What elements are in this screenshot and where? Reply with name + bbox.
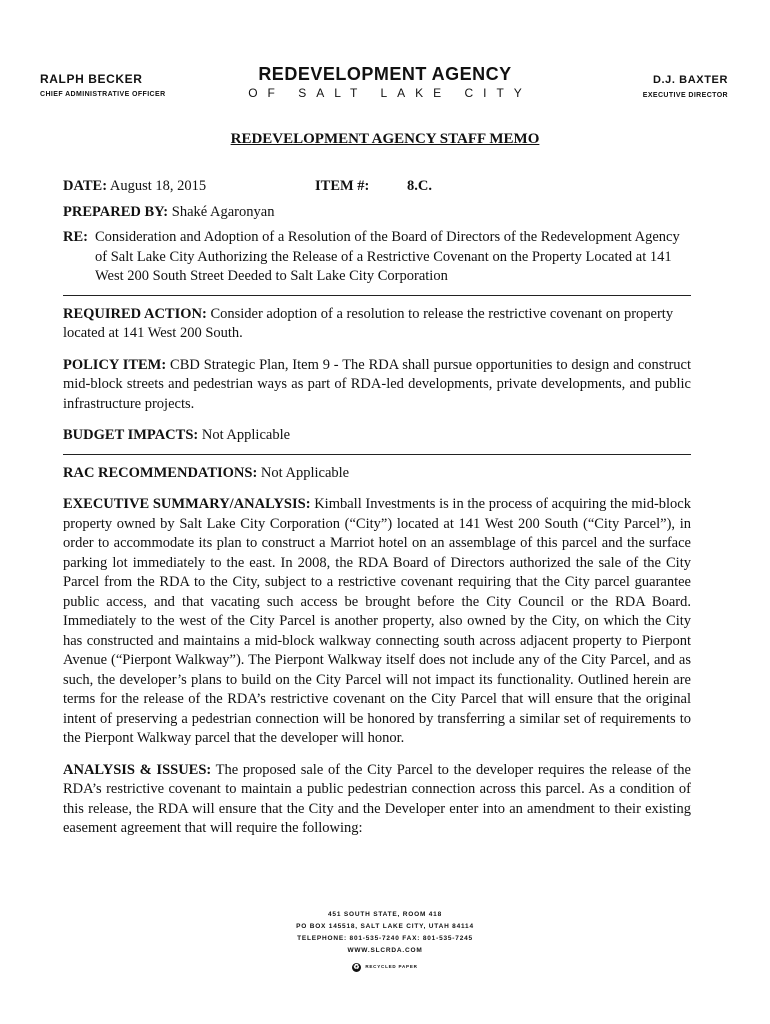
header-right [643,74,728,99]
agency-city: OF SALT LAKE CITY [248,86,532,100]
item-label: ITEM #: [315,178,370,194]
memo-title: REDEVELOPMENT AGENCY STAFF MEMO [230,131,540,147]
agency-name: REDEVELOPMENT AGENCY [258,64,512,84]
re-label: RE: [63,229,88,245]
prepared-by-label: PREPARED BY: [63,203,169,220]
footer-website: WWW.SLCRDA.COM [347,947,423,954]
director-title: EXECUTIVE DIRECTOR [642,92,728,99]
required-action-value: Consider adoption of a resolution to release the restrictive covenant on property located at 141 West 200 South. [63,305,674,341]
re-section [63,228,691,287]
analysis-issues [63,761,691,839]
date-field [63,177,315,197]
rac-recommendations-value: Not Applicable [260,464,350,481]
recycle-icon: ♻ [353,963,361,971]
recycled-paper-mark [352,961,417,973]
executive-summary [63,495,691,749]
policy-item-value: CBD Strategic Plan, Item 9 - The RDA shall pursue opportunities to design and construct mid-block streets and pedestrian ways as part of RDA-led developments, private developments, and public infrastructure projects. [63,356,692,412]
prepared-by-value: Shaké Agaronyan [171,203,275,220]
policy-item-label: POLICY ITEM: [63,356,167,373]
budget-impacts [63,426,691,446]
header-left [40,72,166,98]
required-action [63,305,691,344]
date-label: DATE: [63,178,108,194]
officer-name: RALPH BECKER [40,72,143,86]
divider [63,295,691,296]
re-value: Consideration and Adoption of a Resolution of the Board of Directors of the Redevelopment Agency of Salt Lake City Authorizing the Release of a Restrictive Covenant on the Property Located at 141 West 200 South Street Deeded to Salt Lake City Corporation [95,229,680,284]
budget-impacts-value: Not Applicable [201,427,291,443]
policy-item [63,356,691,415]
executive-summary-label: EXECUTIVE SUMMARY/ANALYSIS: [63,496,311,512]
officer-title: CHIEF ADMINISTRATIVE OFFICER [40,91,166,98]
executive-summary-value: Kimball Investments is in the process of acquiring the mid-block property owned by Salt Lake City Corporation (“City”) located at 141 West 200 South (“City Parcel”), in order to accommodate its plan to construct a Marriot hotel on an assemblage of this parcel and the surface parking lot immediately to the east. In 2008, the RDA Board of Directors authorized the sale of the City Parcel from the RDA to the City, subject to a restrictive covenant requiring that the City parcel guarantee public access, and that vacating such access be brought before the City Council or the RDA Board. Immediately to the west of the City Parcel is another property, also owned by the City, on which the City has constructed and maintains a mid-block walkway connecting south across adjacent property to Pierpont Avenue (“Pierpont Walkway”). The Pierpont Walkway itself does not include any of the City Parcel, and as such, the developer’s plans to build on the City Parcel will not impact its functionality. Outlined herein are terms for the release of the RDA’s restrictive covenant on the City Parcel that will ensure that the original intent of preserving a pedestrian connection will be honored by transferring a similar set of requirements to the Pierpont Walkway parcel that the developer will honor. [63,496,691,746]
item-value: 8.C. [407,178,432,194]
footer-phone: TELEPHONE: 801-535-7240 FAX: 801-535-7245 [297,935,473,942]
analysis-issues-label: ANALYSIS & ISSUES: [63,761,212,778]
rac-recommendations-label: RAC RECOMMENDATIONS: [63,464,258,481]
agency-letterhead [230,64,540,100]
footer-address [0,909,770,974]
analysis-issues-value: The proposed sale of the City Parcel to the developer requires the release of the RDA’s restrictive covenant to maintain a public pedestrian connection across this parcel. As a condition of this release, the RDA will ensure that the City and the Developer enter into an amendment to their existing easement agreement that will require the following: [63,761,691,836]
date-item-row [63,177,691,197]
rac-recommendations [63,464,691,484]
footer-street: 451 SOUTH STATE, ROOM 418 [327,911,443,918]
director-name: D.J. BAXTER [652,74,728,86]
budget-impacts-label: BUDGET IMPACTS: [63,427,199,443]
footer-pobox: PO BOX 145518, SALT LAKE CITY, UTAH 84114 [296,923,474,930]
memo-body [63,177,691,839]
divider [63,454,691,455]
recycled-label: RECYCLED PAPER [365,964,418,969]
date-value: August 18, 2015 [109,178,207,194]
required-action-label: REQUIRED ACTION: [63,305,207,322]
prepared-by [63,203,691,223]
